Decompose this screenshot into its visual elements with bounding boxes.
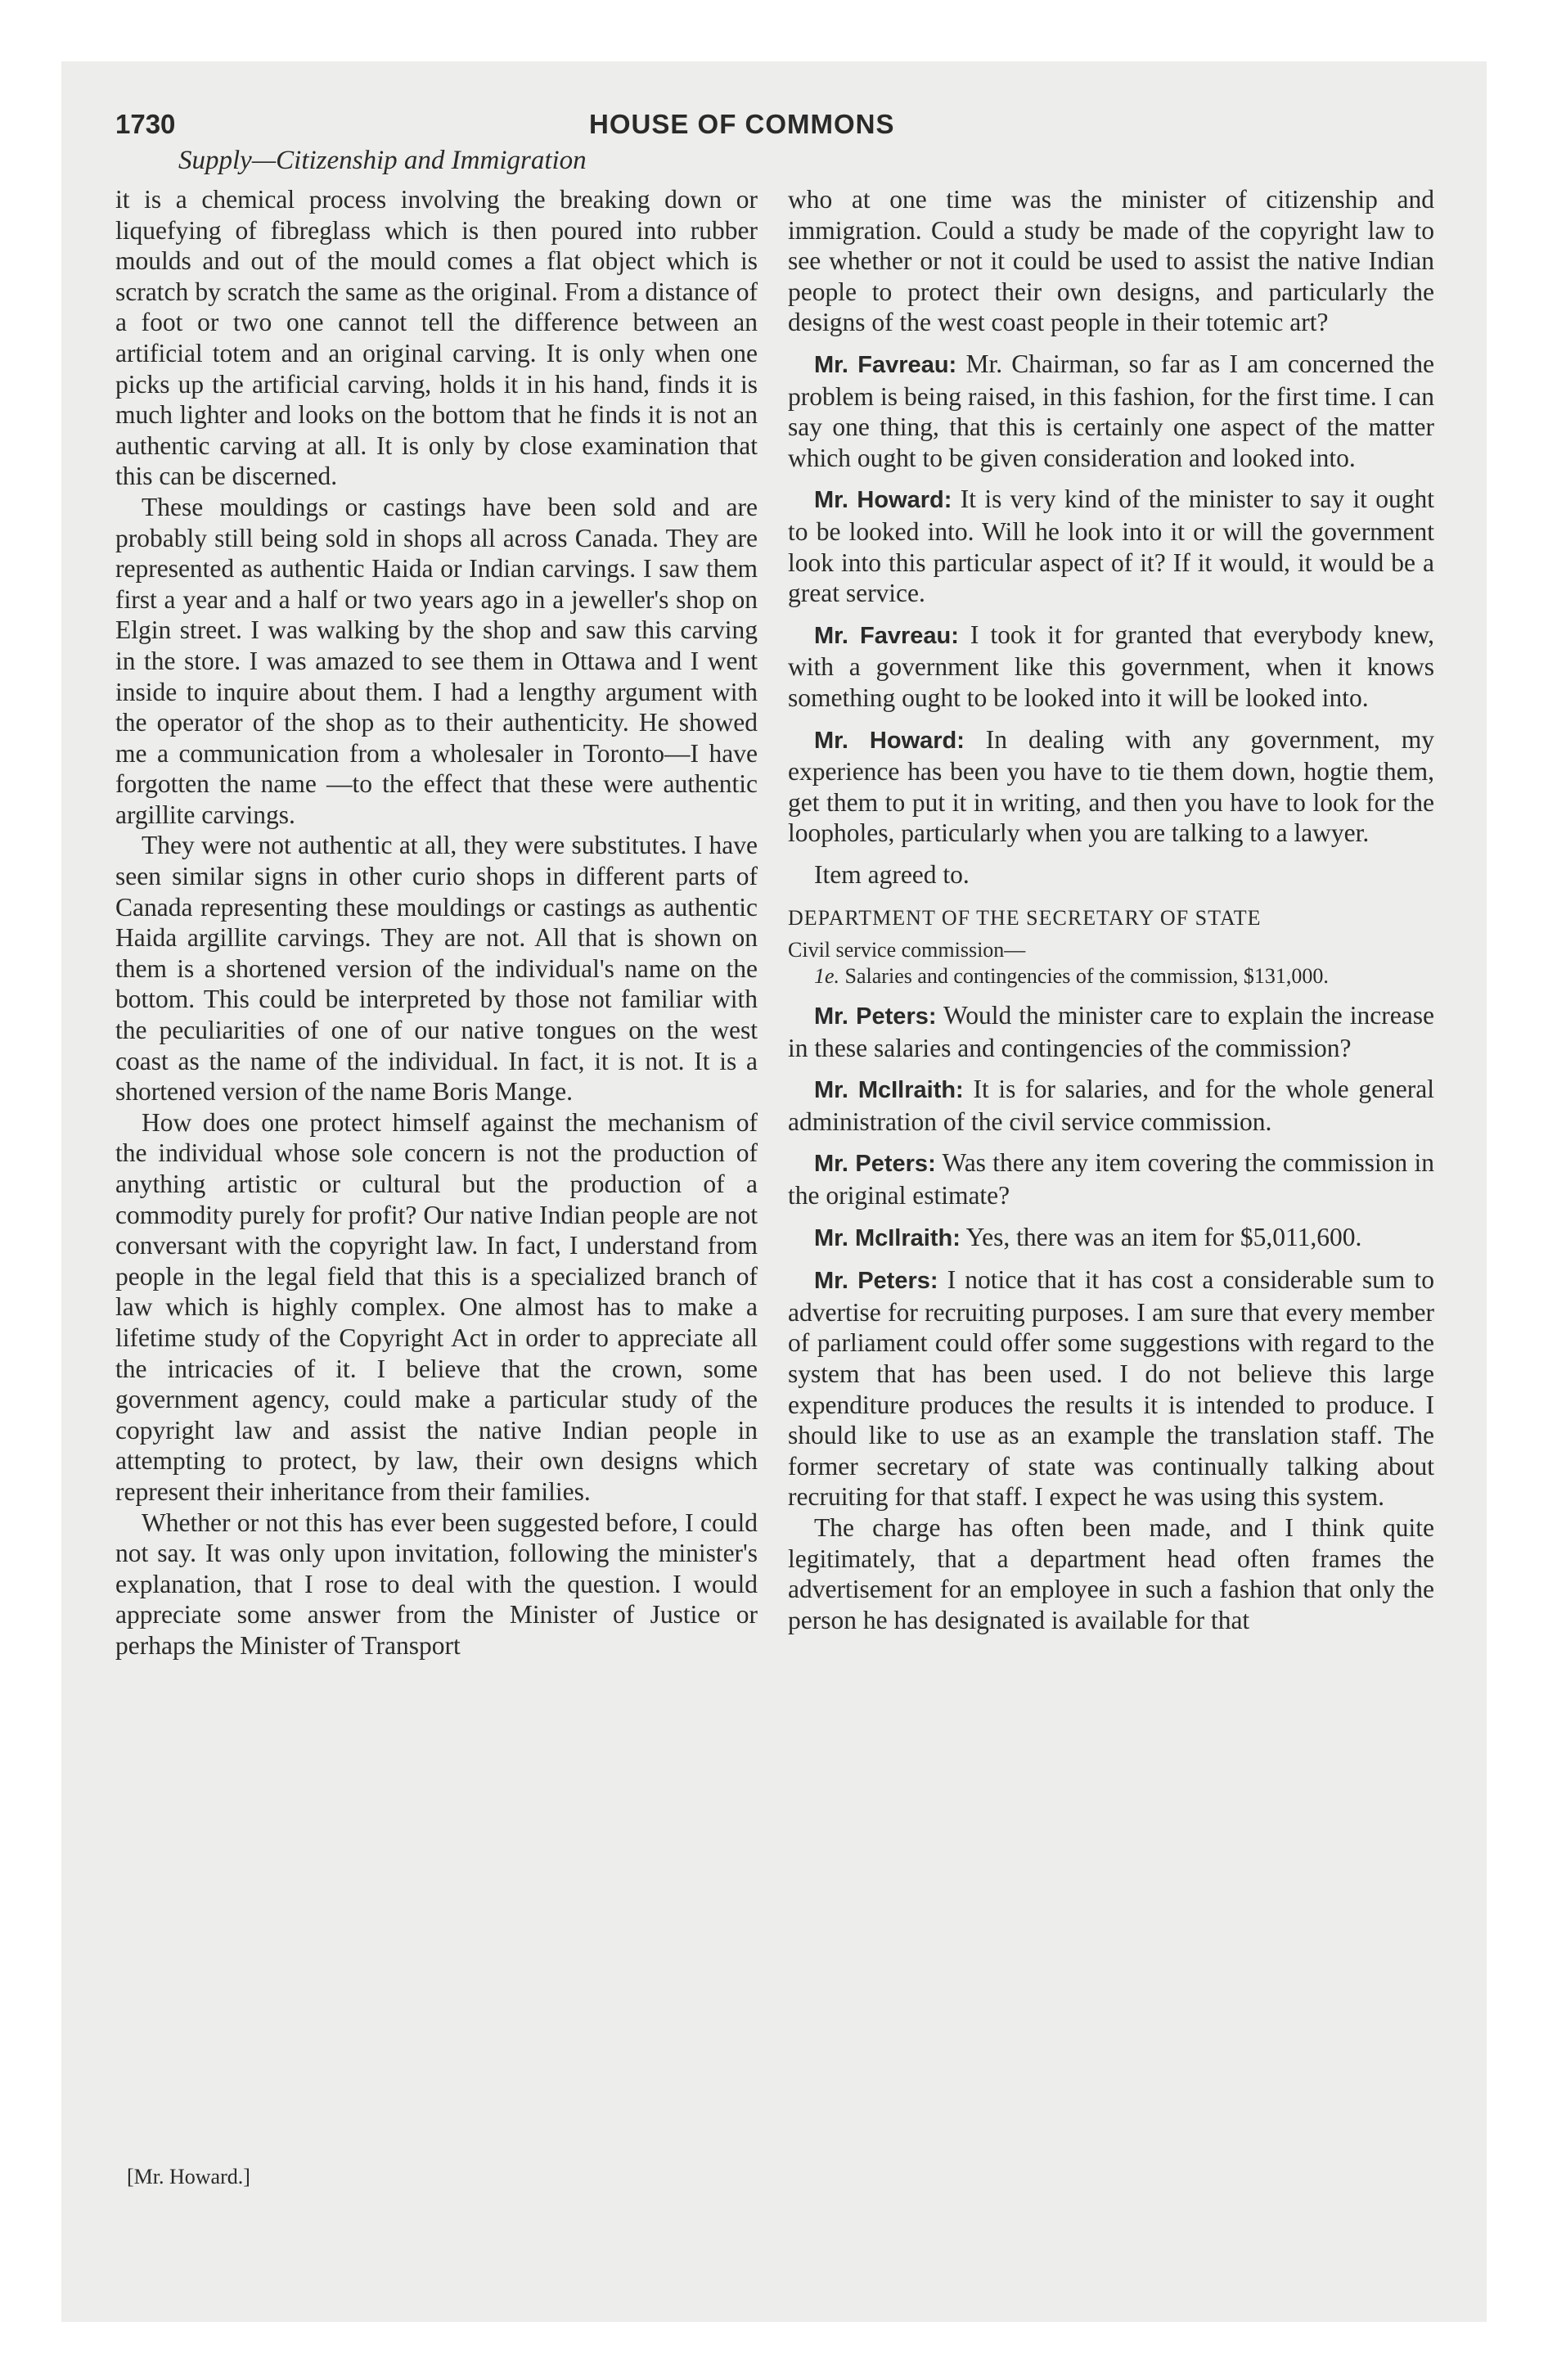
speaker-name: Mr. McIlraith: xyxy=(814,1077,964,1104)
speaker-name: Mr. Peters: xyxy=(814,1151,936,1178)
speech xyxy=(788,1222,1434,1255)
speech xyxy=(788,1147,1434,1210)
speech-text: Would the minister care to explain the increase in these salaries and contingencies of the commission? xyxy=(788,1001,1434,1062)
speech-text: In dealing with any government, my experience has been you have to tie them down, hogtie them, get them to put it in writing, and then you have to look for the loopholes, particularly when you are talking to a lawyer. xyxy=(788,724,1434,848)
paragraph: These mouldings or castings have been sold and are probably still being sold in shops all across Canada. They are represented as authentic Haida or Indian carvings. I saw them first a year and a half or two years ago in a jeweller's shop on Elgin street. I was walking by the shop and saw this carving in the store. I was amazed to see them in Ottawa and I went inside to inquire about them. I had a lengthy argument with the operator of the shop as to their authenticity. He showed me a communication from a wholesaler in Toronto—I have forgotten the name —to the effect that these were authentic argillite carvings. xyxy=(115,492,758,829)
department-heading: DEPARTMENT OF THE SECRETARY OF STATE xyxy=(788,906,1262,931)
left-column xyxy=(115,184,758,1661)
speech xyxy=(788,349,1434,473)
vote-item xyxy=(788,963,1434,989)
vote-text: Salaries and contingencies of the commission, $131,000. xyxy=(844,964,1329,989)
page-number: 1730 xyxy=(115,109,176,139)
speaker-name: Mr. Howard: xyxy=(814,487,952,514)
speech-text: I notice that it has cost a considerable sum to advertise for recruiting purposes. I am sure that every member of parliament could offer some suggestions with regard to the system that has been used. I do not believe this large expenditure produces the results it is intended to produce. I should like to use as an example the translation staff. The former secretary of state was continually talking about recruiting for that staff. I expect he was using this system. xyxy=(788,1265,1434,1512)
speaker-name: Mr. Favreau: xyxy=(814,622,959,649)
speech xyxy=(788,1264,1434,1512)
subheading: Civil service commission— xyxy=(788,938,1026,962)
speech-text: It is very kind of the minister to say it ought to be looked into. Will he look into it or will the government look into this particular aspect of it? If it would, it would be a great service. xyxy=(788,485,1435,608)
speaker-name: Mr. McIlraith: xyxy=(814,1224,961,1251)
speech xyxy=(788,724,1434,849)
right-column xyxy=(788,184,1434,1635)
speech-text: It is for salaries, and for the whole general administration of the civil service commission. xyxy=(788,1075,1434,1136)
speaker-name: Mr. Howard: xyxy=(814,727,965,754)
speech-text: I took it for granted that everybody knew, with a government like this government, when it knows something ought to be looked into it will be looked into. xyxy=(788,620,1435,712)
speech-text: Mr. Chairman, so far as I am concerned the problem is being raised, in this fashion, for the first time. I can say one thing, that this is certainly one aspect of the matter which ought to be given consideration and looked into. xyxy=(788,349,1435,472)
speaker-name: Mr. Favreau: xyxy=(814,351,957,378)
running-head: HOUSE OF COMMONS xyxy=(589,109,895,139)
speech-text: Yes, there was an item for $5,011,600. xyxy=(965,1222,1362,1251)
speech xyxy=(788,1000,1434,1063)
speech xyxy=(788,1074,1434,1137)
speaker-name: Mr. Peters: xyxy=(814,1003,937,1030)
speaker-name: Mr. Peters: xyxy=(814,1268,938,1295)
speech-text: Was there any item covering the commission in the original estimate? xyxy=(788,1148,1434,1210)
paragraph: Whether or not this has ever been suggested before, I could not say. It was only upon invitation, following the minister's explanation, that I rose to deal with the question. I would appreciate some answer from the Minister of Justice or perhaps the Minister of Transport xyxy=(115,1508,758,1660)
paragraph: The charge has often been made, and I think quite legitimately, that a department head often frames the advertisement for an employee in such a fashion that only the person he has designated is available for that xyxy=(788,1512,1434,1634)
footer-speaker-tag: [Mr. Howard.] xyxy=(127,2165,250,2188)
paragraph: They were not authentic at all, they were substitutes. I have seen similar signs in other curio shops in different parts of Canada representing these mouldings or castings as authentic Haida argillite carvings. They are not. All that is shown on them is a shortened version of the individual's name on the bottom. This could be interpreted by those not familiar with the peculiarities of one of our native tongues on the west coast as the name of the individual. In fact, it is not. It is a shortened version of the name Boris Mange. xyxy=(115,831,758,1107)
paragraph: who at one time was the minister of citizenship and immigration. Could a study be made of the copyright law to see whether or not it could be used to assist the native Indian people to protect their own designs, and particularly the designs of the west coast people in their totemic art? xyxy=(788,185,1434,337)
paragraph: it is a chemical process involving the breaking down or liquefying of fibreglass which is then poured into rubber moulds and out of the mould comes a flat object which is scratch by scratch the same as the original. From a distance of a foot or two one cannot tell the difference between an artificial totem and an original carving. It is only when one picks up the artificial carving, holds it in his hand, finds it is much lighter and looks on the bottom that he finds it is not an authentic carving at all. It is only by close examination that this can be discerned. xyxy=(115,185,758,491)
paragraph: How does one protect himself against the mechanism of the individual whose sole concern is not the production of anything artistic or cultural but the production of a commodity purely for profit? Our native Indian people are not conversant with the copyright law. In fact, I understand from people in the legal field that this is a specialized branch of law which is highly complex. One almost has to make a lifetime study of the Copyright Act in order to appreciate all the intricacies of it. I believe that the crown, some government agency, could make a particular study of the copyright law and assist the native Indian people in attempting to protect, by law, their own designs which represent their inheritance from their families. xyxy=(115,1107,758,1506)
vote-number: 1e. xyxy=(814,964,840,989)
speech xyxy=(788,484,1434,608)
item-agreed: Item agreed to. xyxy=(814,859,970,889)
speech xyxy=(788,620,1434,714)
section-heading: Supply—Citizenship and Immigration xyxy=(178,146,587,175)
